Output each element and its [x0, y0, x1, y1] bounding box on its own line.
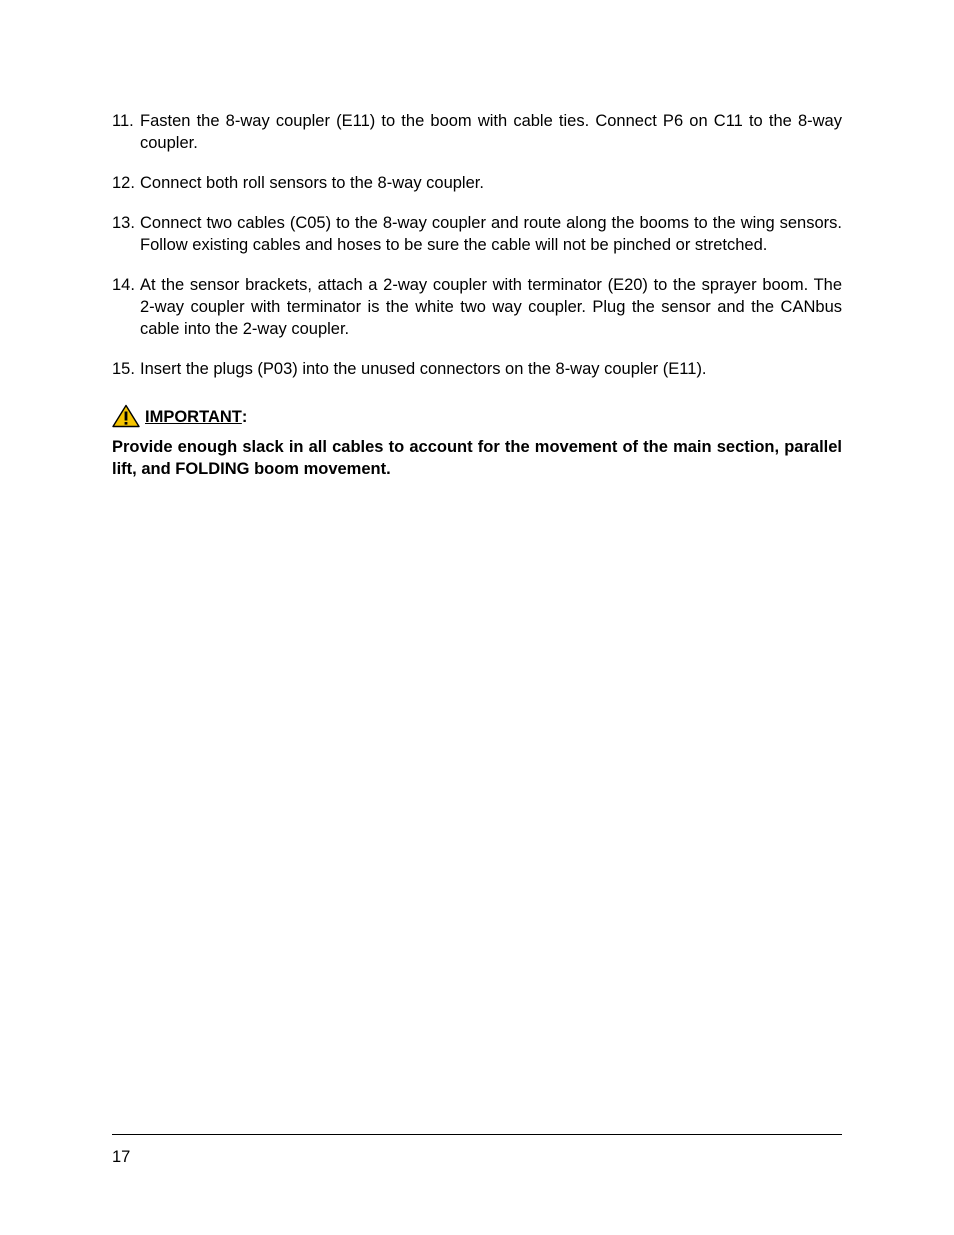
important-heading: [112, 404, 842, 428]
step-15: [112, 358, 842, 380]
important-colon: :: [241, 408, 248, 426]
step-text: Insert the plugs (P03) into the unused connectors on the 8-way coupler (E11).: [140, 360, 707, 378]
step-number: 15.: [112, 360, 135, 378]
step-number: 14.: [112, 276, 135, 294]
warning-triangle-icon: [112, 404, 140, 428]
step-text: Connect both roll sensors to the 8-way coupler.: [140, 174, 484, 192]
step-text: At the sensor brackets, attach a 2-way coupler with terminator (E20) to the sprayer boom. The 2-way coupler with terminator is the white two way coupler. Plug the sensor and the CANbus cable into the 2-way coupler.: [140, 276, 842, 338]
step-11: [112, 110, 842, 154]
step-text: Connect two cables (C05) to the 8-way coupler and route along the booms to the wing sensors. Follow existing cables and hoses to be sure the cable will not be pinched or stretched.: [140, 214, 842, 254]
important-note: Provide enough slack in all cables to account for the movement of the main section, parallel lift, and FOLDING boom movement.: [112, 438, 842, 478]
step-number: 12.: [112, 174, 135, 192]
document-body: [112, 110, 842, 480]
page-number: 17: [112, 1148, 131, 1166]
footer-divider: [112, 1134, 842, 1135]
step-text: Fasten the 8-way coupler (E11) to the boom with cable ties. Connect P6 on C11 to the 8-way coupler.: [140, 112, 842, 152]
step-13: [112, 212, 842, 256]
step-12: [112, 172, 842, 194]
step-number: 11.: [112, 112, 134, 130]
step-number: 13.: [112, 214, 135, 232]
step-14: [112, 274, 842, 340]
important-label: IMPORTANT: [145, 408, 242, 426]
